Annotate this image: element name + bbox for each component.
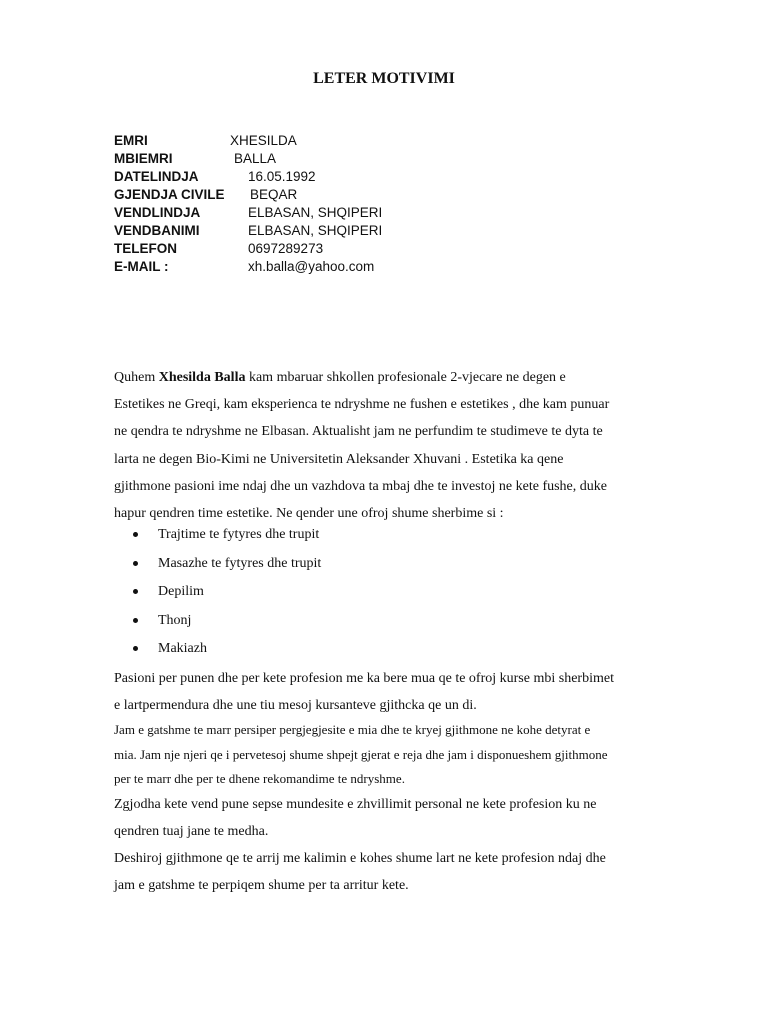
paragraph-line: Estetikes ne Greqi, kam eksperienca te ndryshme ne fushen e estetikes , dhe kam punuar — [114, 397, 610, 413]
ambition-paragraph — [114, 845, 656, 899]
info-value: ELBASAN, SHQIPERI — [248, 223, 383, 238]
applicant-name: Xhesilda Balla — [158, 370, 246, 385]
info-label: DATELINDJA — [114, 169, 199, 184]
info-label: MBIEMRI — [114, 151, 173, 166]
paragraph-line: mia. Jam nje njeri qe i pervetesoj shume shpejt gjerat e reja dhe jam i disponueshem gjithmone — [114, 746, 608, 762]
services-list — [130, 524, 321, 667]
list-item: Depilim — [130, 581, 321, 610]
paragraph-line: ne qendra te ndryshme ne Elbasan. Aktualisht jam ne perfundim te studimeve te dyta te — [114, 424, 603, 440]
courses-paragraph — [114, 665, 656, 719]
info-value: 0697289273 — [248, 241, 324, 256]
info-value: ELBASAN, SHQIPERI — [248, 205, 383, 220]
list-item: Masazhe te fytyres dhe trupit — [130, 553, 321, 582]
paragraph-line: Zgjodha kete vend pune sepse mundesite e zhvillimit personal ne kete profesion ku ne — [114, 797, 597, 812]
paragraph-line: Deshiroj gjithmone qe te arrij me kalimin e kohes shume lart ne kete profesion ndaj dhe — [114, 851, 606, 866]
paragraph-line: Jam e gatshme te marr persiper pergjegjesite e mia dhe te kryej gjithmone ne kohe detyrat e — [114, 722, 591, 737]
info-label: E-MAIL : — [114, 259, 169, 274]
list-item: Makiazh — [130, 638, 321, 667]
intro-paragraph — [114, 364, 656, 527]
list-item: Thonj — [130, 610, 321, 639]
info-label: TELEFON — [114, 241, 177, 256]
list-item: Trajtime te fytyres dhe trupit — [130, 524, 321, 553]
info-value: BEQAR — [250, 187, 298, 202]
document-title: LETER MOTIVIMI — [313, 70, 455, 87]
info-value: 16.05.1992 — [248, 169, 316, 184]
info-value: BALLA — [234, 151, 277, 166]
info-label: EMRI — [114, 133, 148, 148]
text-fragment: Quhem — [114, 370, 159, 385]
text-fragment: kam mbaruar shkollen profesionale 2-vjecare ne degen e — [245, 370, 566, 385]
responsibility-paragraph — [114, 718, 656, 792]
paragraph-line: per te marr dhe per te dhene rekomandime te ndryshme. — [114, 771, 405, 786]
paragraph-line: gjithmone pasioni ime ndaj dhe un vazhdova ta mbaj dhe te investoj ne kete fushe, duke — [114, 478, 607, 494]
info-label: GJENDJA CIVILE — [114, 187, 225, 202]
info-label: VENDBANIMI — [114, 223, 200, 238]
reason-paragraph — [114, 792, 656, 845]
paragraph-line: qendren tuaj jane te medha. — [114, 823, 269, 839]
paragraph-line: jam e gatshme te perpiqem shume per ta arritur kete. — [114, 878, 409, 893]
info-value: xh.balla@yahoo.com — [248, 259, 375, 274]
info-label: VENDLINDJA — [114, 205, 201, 220]
paragraph-line: e lartpermendura dhe une tiu mesoj kursanteve gjithcka qe un di. — [114, 698, 477, 713]
paragraph-line: hapur qendren time estetike. Ne qender une ofroj shume sherbime si : — [114, 505, 504, 521]
paragraph-line — [114, 364, 656, 391]
paragraph-line: larta ne degen Bio-Kimi ne Universitetin Aleksander Xhuvani . Estetika ka qene — [114, 451, 564, 467]
paragraph-line: Pasioni per punen dhe per kete profesion me ka bere mua qe te ofroj kurse mbi sherbimet — [114, 671, 614, 686]
info-value: XHESILDA — [230, 133, 297, 148]
